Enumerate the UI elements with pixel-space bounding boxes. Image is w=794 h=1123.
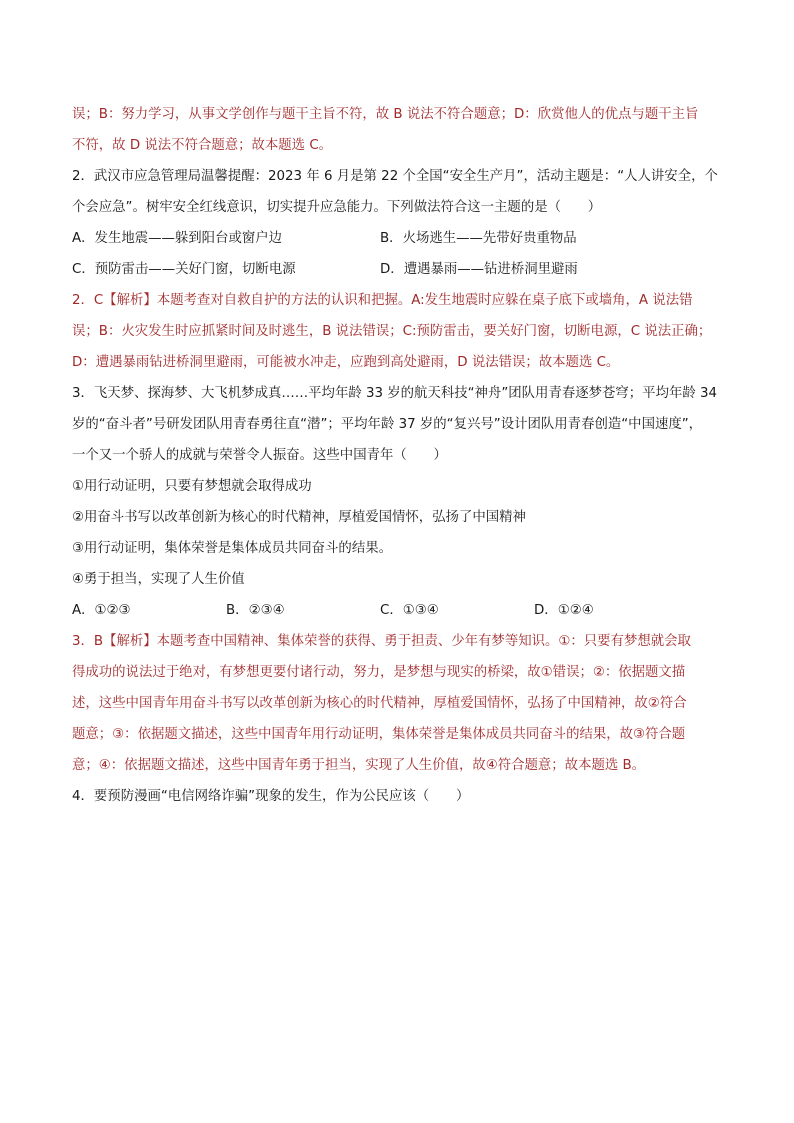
q3-answer-line-3: 述，这些中国青年用奋斗书写以改革创新为核心的时代精神，厚植爱国情怀，弘扬了中国精神，故②符合 <box>72 696 687 711</box>
q3-statement-4: ④勇于担当，实现了人生价值 <box>72 572 245 587</box>
q1-answer-line-1: 误；B：努力学习，从事文学创作与题干主旨不符，故 B 说法不符合题意；D：欣赏他人的优点与题干主旨 <box>72 107 699 122</box>
q2-answer-line-1: 2．C【解析】本题考查对自救自护的方法的认识和把握。A:发生地震时应躲在桌子底下或墙角，A 说法错 <box>72 293 693 308</box>
q2-options-row-1 <box>72 223 724 254</box>
q1-answer-line-2: 不符，故 D 说法不符合题意；故本题选 C。 <box>72 138 333 153</box>
q3-options-row <box>72 595 724 626</box>
q3-answer-line-2: 得成功的说法过于绝对，有梦想更要付诸行动，努力，是梦想与现实的桥梁，故①错误；②：依据题文描 <box>72 665 686 680</box>
document-content <box>72 99 724 812</box>
q2-option-c: C．预防雷击——关好门窗，切断电源 <box>72 262 296 277</box>
q3-answer-line-5: 意；④：依据题文描述，这些中国青年勇于担当，实现了人生价值，故④符合题意；故本题选 B。 <box>72 758 646 773</box>
q3-stem-line-3: 一个又一个骄人的成就与荣誉令人振奋。这些中国青年（ ） <box>72 448 447 463</box>
q3-statement-1: ①用行动证明，只要有梦想就会取得成功 <box>72 479 312 494</box>
q2-stem-line-2: 个会应急”。树牢安全红线意识，切实提升应急能力。下列做法符合这一主题的是（ ） <box>72 200 602 215</box>
q3-stem-line-1: 3．飞天梦、探海梦、大飞机梦成真……平均年龄 33 岁的航天科技“神舟”团队用青春逐梦苍穹；平均年龄 34 <box>72 386 718 401</box>
q2-answer-line-2: 误；B：火灾发生时应抓紧时间及时逃生，B 说法错误；C:预防雷击，要关好门窗，切断电源，C 说法正确； <box>72 324 712 339</box>
q2-option-d: D．遭遇暴雨——钻进桥洞里避雨 <box>380 262 578 277</box>
q3-option-d: D．①②④ <box>534 603 594 618</box>
q2-answer-line-3: D：遭遇暴雨钻进桥洞里避雨，可能被水冲走，应跑到高处避雨，D 说法错误；故本题选 C。 <box>72 355 620 370</box>
q2-stem-line-1: 2．武汉市应急管理局温馨提醒：2023 年 6 月是第 22 个全国“安全生产月”，活动主题是：“人人讲安全，个 <box>72 169 718 184</box>
q3-statement-2: ②用奋斗书写以改革创新为核心的时代精神，厚植爱国情怀，弘扬了中国精神 <box>72 510 526 525</box>
q2-option-a: A．发生地震——躲到阳台或窗户边 <box>72 231 283 246</box>
q4-stem: 4．要预防漫画“电信网络诈骗”现象的发生，作为公民应该（ ） <box>72 789 470 804</box>
q3-stem-line-2: 岁的“奋斗者”号研发团队用青春勇往直“潜”；平均年龄 37 岁的“复兴号”设计团队用青春创造“中国速度”， <box>72 417 703 432</box>
q3-statement-3: ③用行动证明，集体荣誉是集体成员共同奋斗的结果。 <box>72 541 392 556</box>
q3-answer-line-1: 3．B【解析】本题考查中国精神、集体荣誉的获得、勇于担责、少年有梦等知识。①：只要有梦想就会取 <box>72 634 691 649</box>
q2-option-b: B．火场逃生——先带好贵重物品 <box>380 231 577 246</box>
q3-answer-line-4: 题意；③：依据题文描述，这些中国青年用行动证明，集体荣誉是集体成员共同奋斗的结果，故③符合题 <box>72 727 686 742</box>
q3-option-b: B．②③④ <box>226 603 285 618</box>
q3-option-c: C．①③④ <box>380 603 439 618</box>
q2-options-row-2 <box>72 254 724 285</box>
q3-option-a: A．①②③ <box>72 603 131 618</box>
